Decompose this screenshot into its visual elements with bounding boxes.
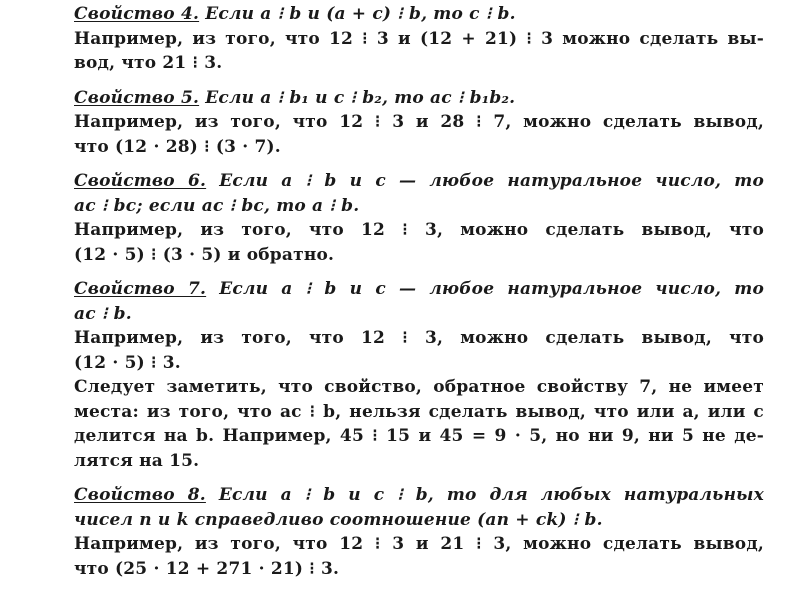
property-6-statement-part-1: Если a ⁝ b и c — любое натуральное число, то [219, 171, 764, 191]
property-4-label: Свойство 4. [74, 4, 200, 24]
property-6 [74, 169, 764, 267]
property-4-statement-line-1 [74, 2, 764, 27]
property-7-note-line-4: лятся на 15. [74, 450, 200, 471]
property-8-statement-line-1 [74, 483, 764, 508]
property-7-example-line-2: (12 · 5) ⁝ 3. [74, 352, 181, 373]
property-6-example-line-1: Например, из того, что 12 ⁝ 3, можно сделать вывод, что [74, 220, 764, 240]
property-6-label: Свойство 6. [74, 171, 207, 191]
property-8 [74, 483, 764, 581]
property-7-label: Свойство 7. [74, 279, 207, 299]
property-7-statement-line-1 [74, 277, 764, 302]
property-7 [74, 277, 764, 473]
property-5-example-line-2: что (12 · 28) ⁝ (3 · 7). [74, 136, 281, 157]
property-7-note-line-1: Следует заметить, что свойство, обратное свойству 7, не имеет [74, 377, 764, 397]
property-8-statement-line-2: чисел n и k справедливо соотношение (an + ck) ⁝ b. [74, 509, 603, 530]
property-8-example-line-2: что (25 · 12 + 271 · 21) ⁝ 3. [74, 558, 340, 579]
property-4 [74, 2, 764, 76]
textbook-page [74, 2, 764, 591]
property-7-statement-part-1: Если a ⁝ b и c — любое натуральное число, то [219, 279, 764, 299]
property-7-note-line-3: делится на b. Например, 45 ⁝ 15 и 45 = 9 · 5, но ни 9, ни 5 не де- [74, 426, 764, 446]
property-6-example-line-2: (12 · 5) ⁝ (3 · 5) и обратно. [74, 244, 335, 265]
property-7-statement-line-2: ac ⁝ b. [74, 303, 132, 324]
property-5 [74, 86, 764, 160]
property-7-example-line-1: Например, из того, что 12 ⁝ 3, можно сделать вывод, что [74, 328, 764, 348]
property-8-example-line-1: Например, из того, что 12 ⁝ 3 и 21 ⁝ 3, можно сделать вывод, [74, 534, 764, 554]
property-4-example-line-2: вод, что 21 ⁝ 3. [74, 53, 223, 73]
property-5-example-line-1: Например, из того, что 12 ⁝ 3 и 28 ⁝ 7, можно сделать вывод, [74, 112, 764, 132]
property-4-example-line-1: Например, из того, что 12 ⁝ 3 и (12 + 21) ⁝ 3 можно сделать вы- [74, 28, 764, 49]
property-5-label: Свойство 5. [74, 87, 200, 108]
property-8-label: Свойство 8. [74, 485, 206, 505]
property-6-statement-line-1 [74, 169, 764, 194]
property-7-note-line-2: места: из того, что ac ⁝ b, нельзя сделать вывод, что или a, или c [74, 401, 764, 422]
property-5-statement-line-1 [74, 86, 764, 111]
property-4-statement: Если a ⁝ b и (a + c) ⁝ b, то c ⁝ b. [205, 4, 516, 24]
property-6-statement-line-2: ac ⁝ bc; если ac ⁝ bc, то a ⁝ b. [74, 195, 360, 216]
property-8-statement-part-1: Если a ⁝ b и c ⁝ b, то для любых натуральных [218, 485, 765, 505]
property-5-statement: Если a ⁝ b₁ и c ⁝ b₂, то ac ⁝ b₁b₂. [205, 87, 516, 108]
